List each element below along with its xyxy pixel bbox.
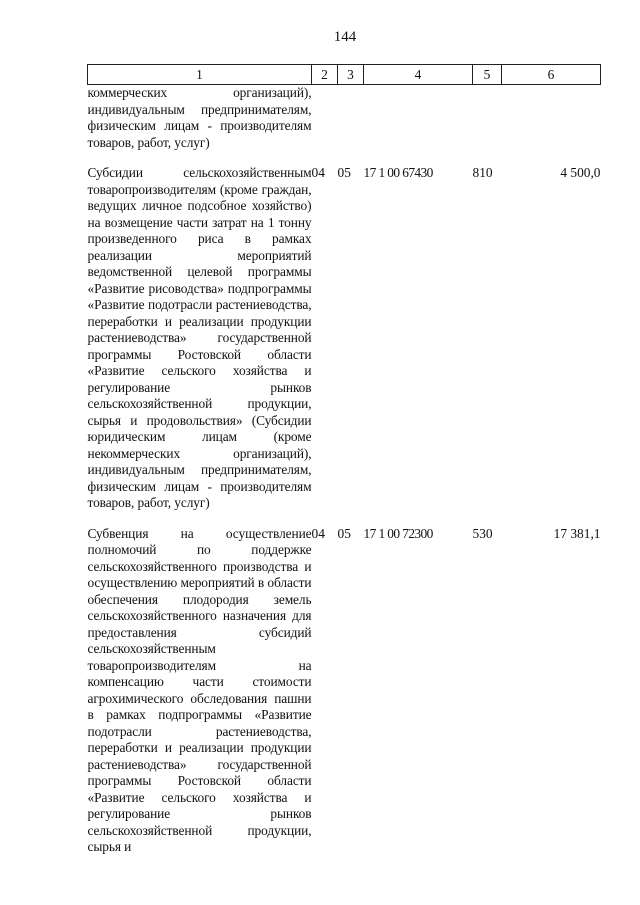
table-row	[88, 526, 601, 856]
header-col-1: 1	[88, 65, 312, 85]
row-expense-type: 810	[472, 165, 493, 180]
row-amount: 17 381,1	[553, 525, 601, 541]
row-description: Субсидии сельскохозяйственным товаропроизводителям (кроме граждан, ведущих личное подсобное хозяйство) на возмещение части затрат на 1 тонну произведенного риса в рамках реализации мероприятий ведомственной целевой программы «Развитие рисоводства» подпрограммы «Развитие подотрасли растениеводства, переработки и реализации продукции растениеводства» государственной программы Ростовской области «Развитие сельского хозяйства и регулирование рынков сельскохозяйственной продукции, сырья и продовольствия» (Субсидии юридическим лицам (кроме некоммерческих организаций), индивидуальным предпринимателям, физическим лицам - производителям товаров, работ, услуг)	[87, 165, 312, 510]
table-row	[88, 165, 601, 512]
row-description: Субвенция на осуществление полномочий по поддержке сельскохозяйственного производства и осуществлению мероприятий в области обеспечения плодородия земель сельскохозяйственного назначения для предоставления субсидий сельскохозяйственным товаропроизводителям на компенсацию части стоимости агрохимического обследования пашни в рамках подпрограммы «Развитие подотрасли растениеводства, переработки и реализации продукции растениеводства» государственной программы Ростовской области «Развитие сельского хозяйства и регулирование рынков сельскохозяйственной продукции, сырья и	[87, 525, 312, 854]
table-row	[88, 85, 601, 152]
header-col-4: 4	[364, 65, 473, 85]
row-expense-type: 530	[472, 525, 493, 541]
header-col-5: 5	[473, 65, 502, 85]
table-header-row	[88, 65, 601, 85]
row-amount: 4 500,0	[560, 165, 601, 180]
row-description: коммерческих организаций), индивидуальным предпринимателям, физическим лицам - производителям товаров, работ, услуг)	[87, 85, 312, 150]
page-number: 144	[333, 29, 357, 45]
row-section: 04	[311, 525, 325, 541]
row-section: 04	[311, 165, 325, 180]
header-col-2: 2	[312, 65, 338, 85]
row-target-code: 17 1 00 67430	[363, 165, 433, 180]
header-col-3: 3	[338, 65, 364, 85]
row-subsection: 05	[337, 165, 351, 180]
budget-table	[87, 64, 601, 856]
row-target-code: 17 1 00 72300	[363, 525, 433, 541]
header-col-6: 6	[502, 65, 601, 85]
row-subsection: 05	[337, 525, 351, 541]
